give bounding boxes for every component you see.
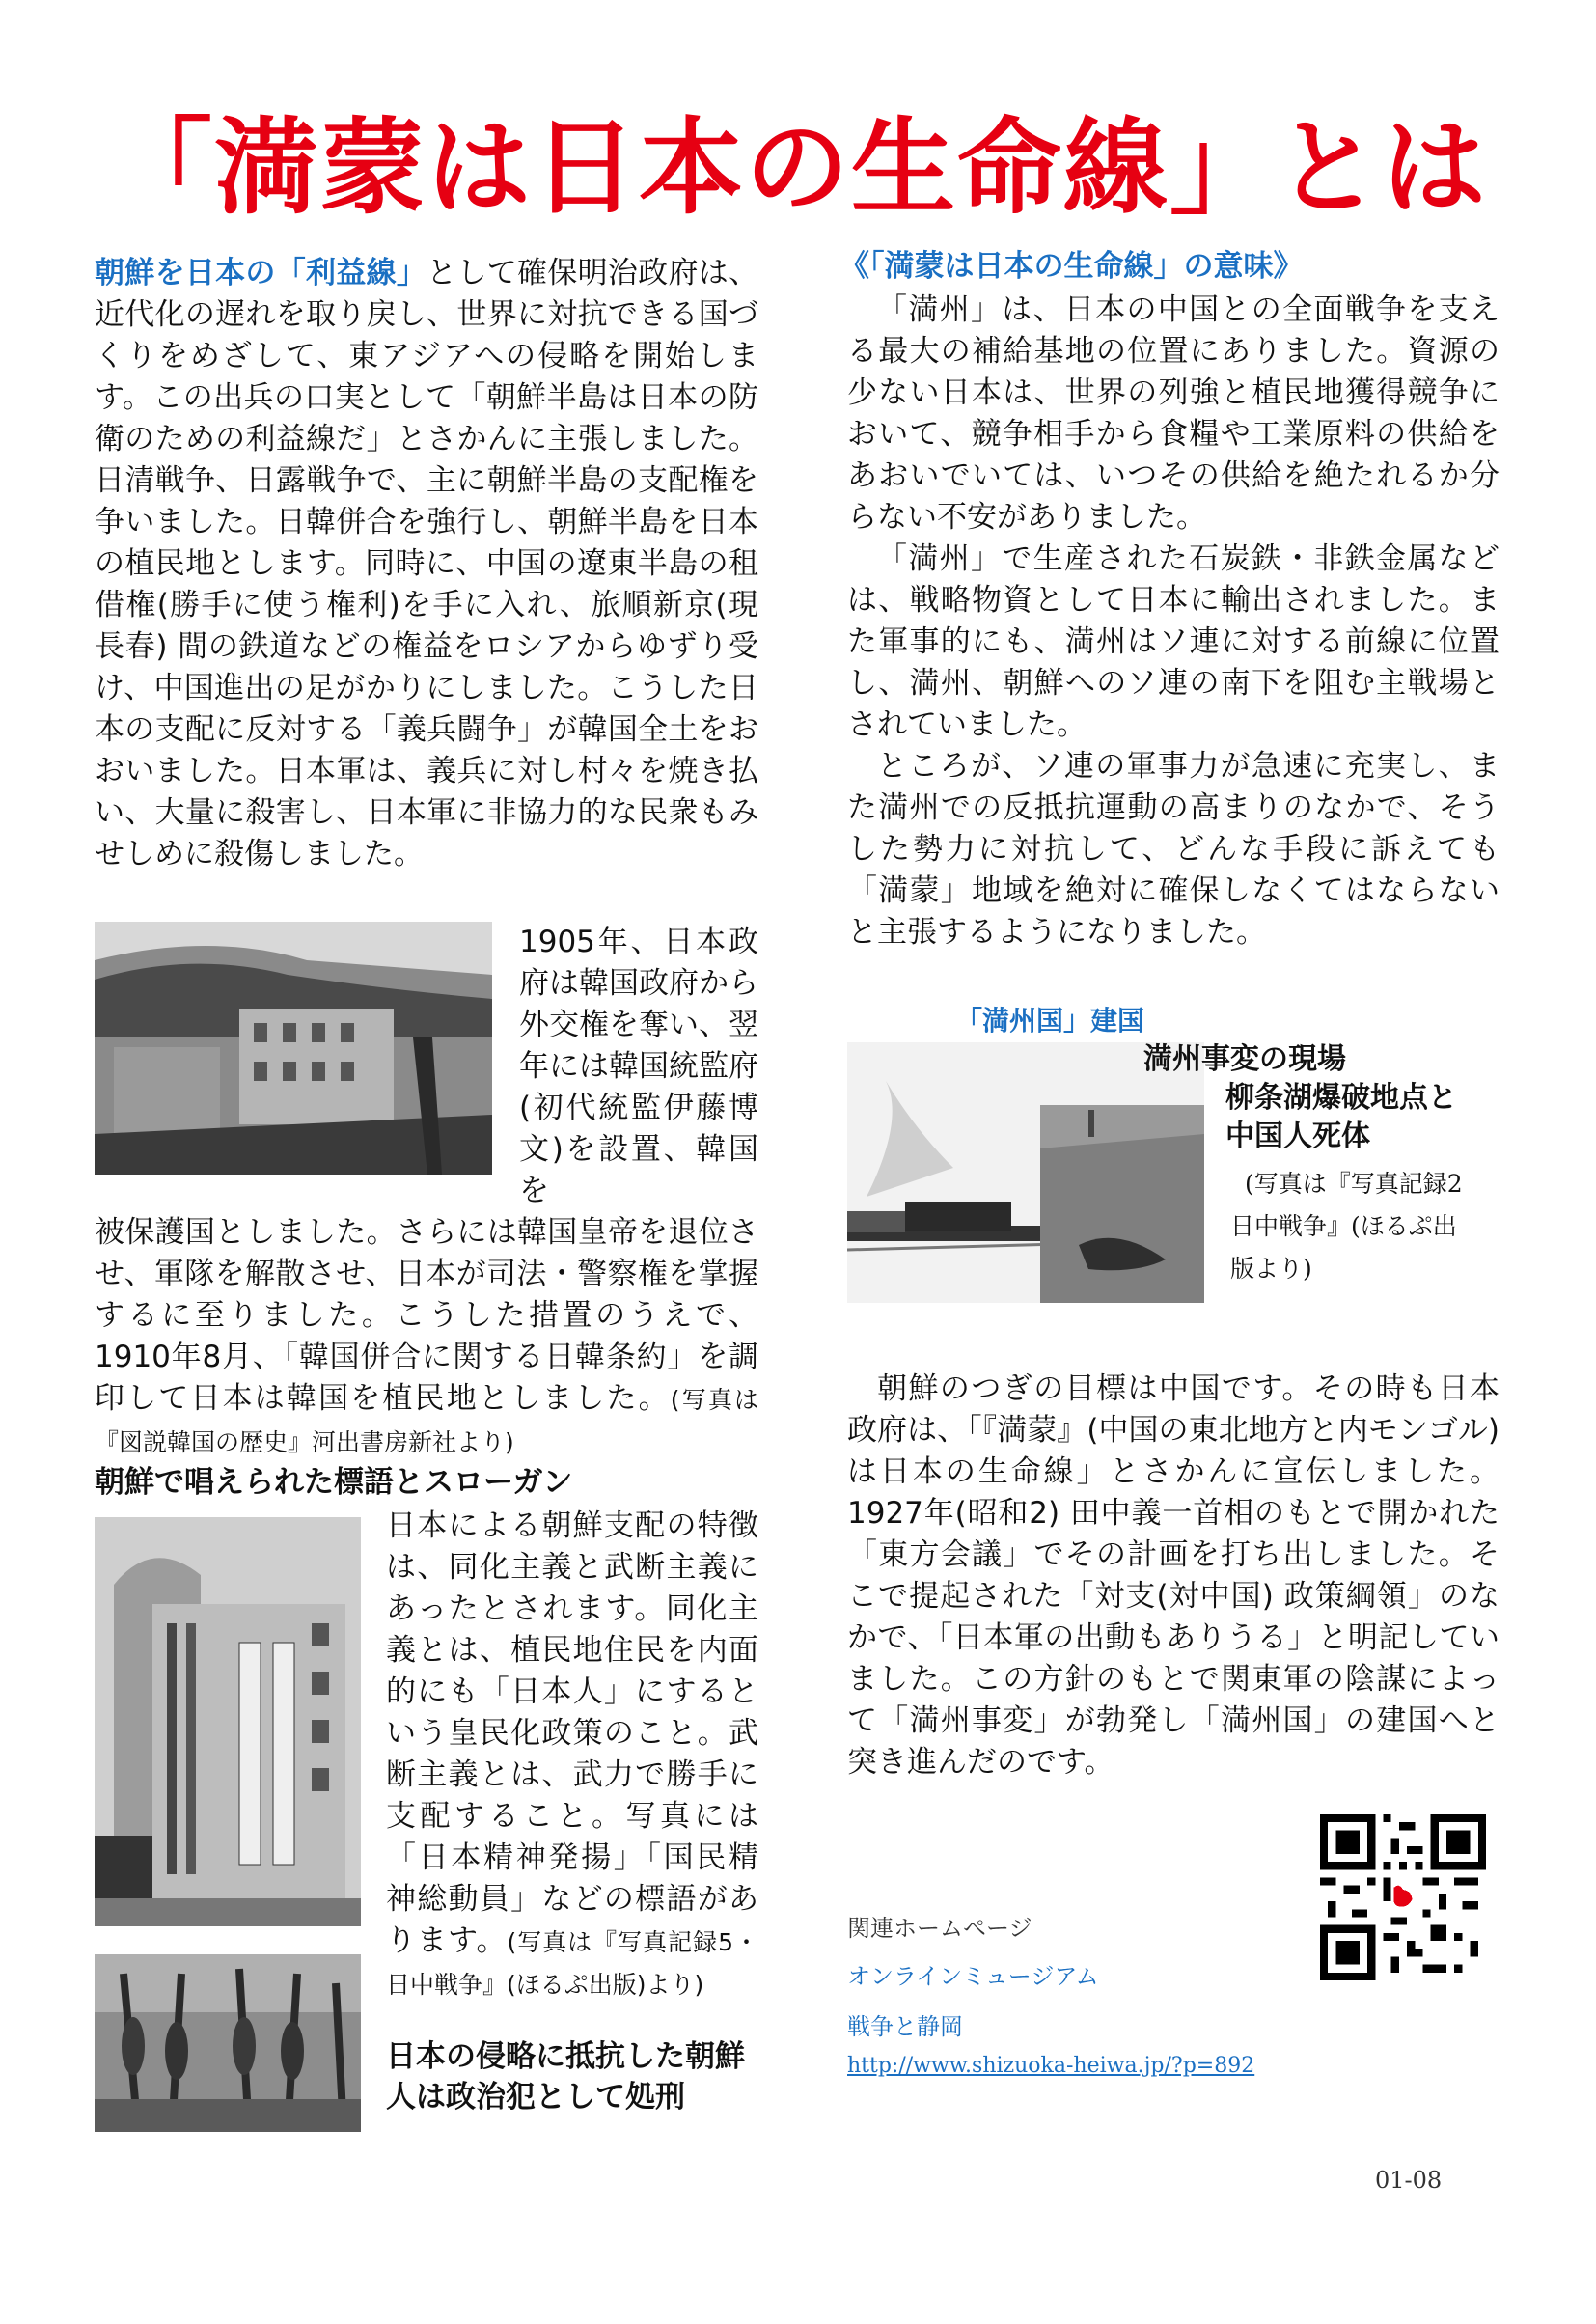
caption-incident-line3: 中国人死体 — [1225, 1120, 1370, 1153]
url-link[interactable]: http://www.shizuoka-heiwa.jp/?p=892 — [847, 2054, 1255, 2078]
caption-incident — [1143, 1040, 1491, 1156]
page-title: 「満蒙は日本の生命線」とは — [107, 108, 1488, 229]
photo-slogan-building — [95, 1517, 361, 1926]
caption-incident-line1: 満州事変の現場 — [1143, 1042, 1346, 1076]
photo-execution — [95, 1954, 361, 2132]
left-para2-side: 1905年、日本政府は韓国政府から外交権を奪い、翌年には韓国統監府(初代統監伊藤博文)を設置、韓国を — [519, 925, 758, 1208]
left-para2: 被保護国としました。さらには韓国皇帝を退位させ、軍隊を解散させ、日本が司法・警察権を掌握するに至りました。こうした措置のうえで、1910年8月、「韓国併合に関する日韓条約」を調印して日本は韓国を植民地としました。(写真は『図説韓国の歴史』河出書房新社より) — [95, 1215, 758, 1456]
left-para3: 日本による朝鮮支配の特徴は、同化主義と武断主義にあったとされます。同化主義とは、植民地住民を内面的にも「日本人」にするという皇民化政策のこと。武断主義とは、武力で勝手に支配すること。写真には「日本精神発揚」「国民精神総動員」などの標語があります。(写真は『写真記録5・日中戦争』(ほるぷ出版)より) — [386, 1508, 758, 1999]
heading-meaning: 《「満蒙は日本の生命線」の意味》 — [839, 249, 1304, 284]
related-label: 関連ホームページ — [847, 1915, 1032, 1942]
heading-rieki-sen: 朝鮮を日本の「利益線」 — [95, 256, 427, 290]
right-para3: ところが、ソ連の軍事力が急速に充実し、また満州での反抵抗運動の高まりのなかで、そうした勢力に対抗して、どんな手段に訴えても「満蒙」地域を絶対に確保しなくてはならないと主張するようになりました。 — [847, 749, 1500, 950]
qr-code[interactable] — [1320, 1814, 1486, 1980]
photo-residency-general — [95, 922, 492, 1175]
museum-name-link[interactable]: 戦争と静岡 — [847, 2013, 963, 2040]
heading-manchukuo: 「満州国」建国 — [955, 1005, 1145, 1037]
page-number: 01-08 — [1375, 2167, 1443, 2194]
right-para1: 「満州」は、日本の中国との全面戦争を支える最大の補給基地の位置にありました。資源の少ない日本は、世界の列強と植民地獲得競争において、競争相手から食糧や工業原料の供給をあおいでいては、いつその供給を絶たれるか分らない不安がありました。 — [847, 292, 1500, 535]
right-para4: 朝鮮のつぎの目標は中国です。その時も日本政府は、「『満蒙』(中国の東北地方と内モンゴル)は日本の生命線」とさかんに宣伝しました。1927年(昭和2) 田中義一首相のもとで開かれた「東方会議」でその計画を打ち出しました。そこで提起された「対支(対中国) 政策綱領」のなかで、「日本軍の出動もありうる」と明記していました。この方針のもとで関東軍の陰謀によって「満州事変」が勃発し「満州国」の建国へと突き進んだのです。 — [847, 1371, 1500, 1780]
caption-execution: 日本の侵略に抵抗した朝鮮人は政治犯として処刑 — [386, 2039, 745, 2115]
photo-credit-1: (写真は『図説韓国の歴史』河出書房新社より) — [95, 1386, 758, 1456]
right-para2: 「満州」で生産された石炭鉄・非鉄金属などは、戦略物資として日本に輸出されました。また軍事的にも、満州はソ連に対する前線に位置し、満州、朝鮮へのソ連の南下を阻む主戦場とされていました。 — [847, 541, 1500, 742]
photo-credit-3: (写真は『写真記録2 日中戦争』(ほるぷ出 版より) — [1230, 1170, 1463, 1283]
caption-incident-line2: 柳条湖爆破地点と — [1225, 1081, 1457, 1115]
heading-slogans: 朝鮮で唱えられた標語とスローガン — [95, 1465, 573, 1500]
left-para1: として確保明治政府は、近代化の遅れを取り戻し、世界に対抗できる国づくりをめざして、東アジアへの侵略を開始します。この出兵の口実として「朝鮮半島は日本の防衛のための利益線だ」とさかんに主張しました。日清戦争、日露戦争で、主に朝鮮半島の支配権を争いました。日韓併合を強行し、朝鮮半島を日本の植民地とします。同時に、中国の遼東半島の租借権(勝手に使う権利)を手に入れ、旅順新京(現長春) 間の鉄道などの権益をロシアからゆずり受け、中国進出の足がかりにしました。こうした日本の支配に反対する「義兵闘争」が韓国全土をおおいました。日本軍は、義兵に対し村々を焼き払い、大量に殺害し、日本軍に非協力的な民衆もみせしめに殺傷しました。 — [95, 256, 759, 872]
left-intro — [95, 253, 758, 875]
photo-credit-2: (写真は『写真記録5・日中戦争』(ほるぷ出版)より) — [386, 1928, 758, 1999]
museum-link[interactable]: オンラインミュージアム — [847, 1963, 1099, 1990]
